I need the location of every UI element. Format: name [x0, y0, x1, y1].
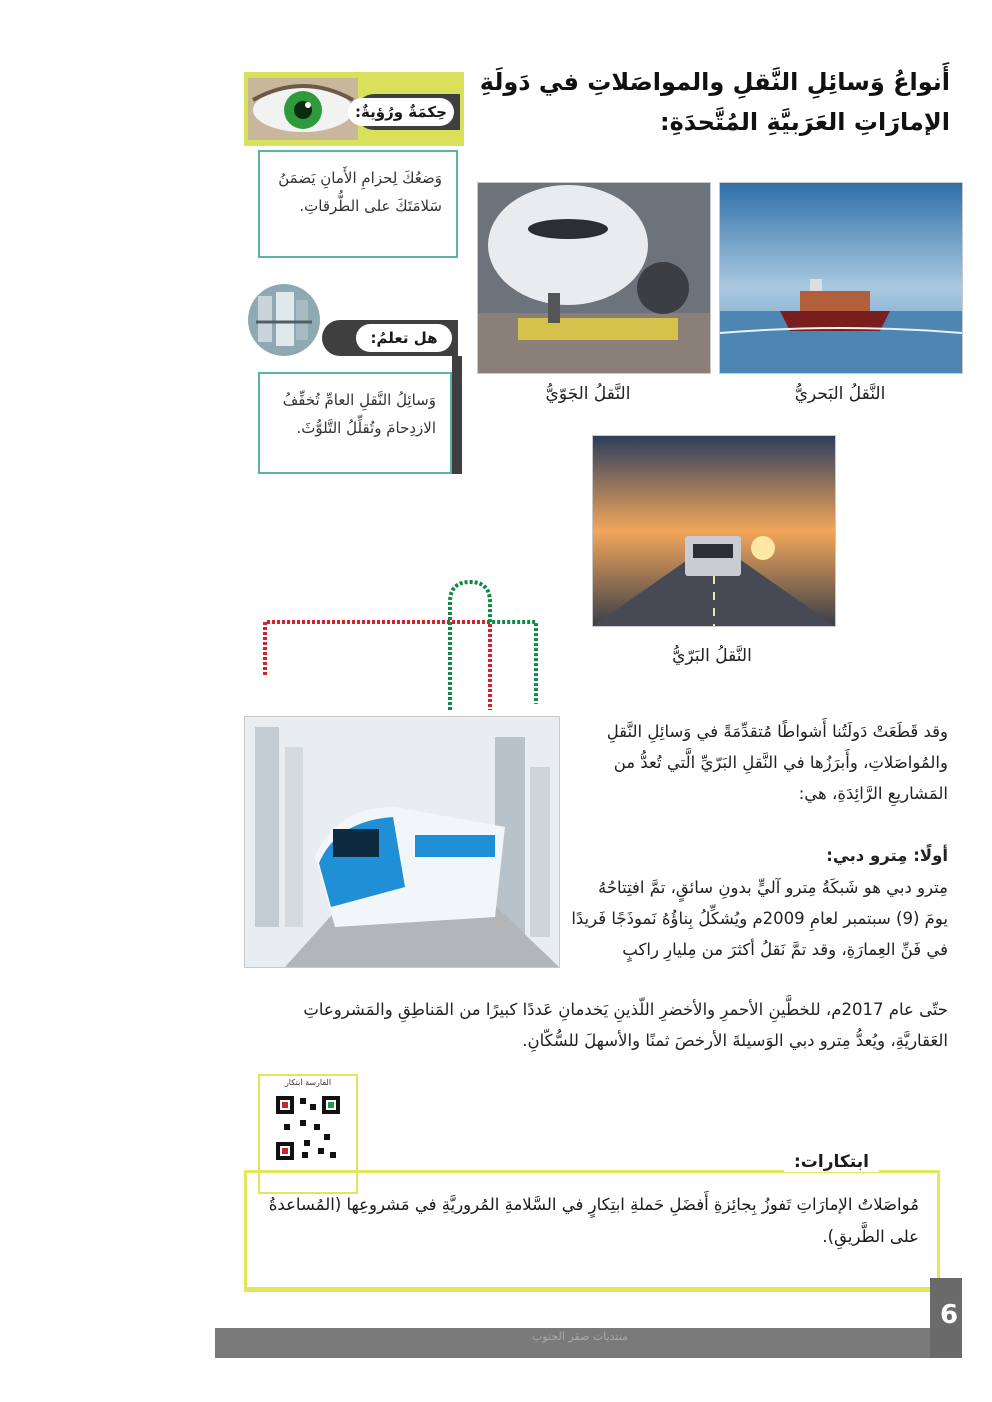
metro-text-part1: مِترو دبي هو شَبكَةُ مِترو آليٍّ بدونِ سائقٍ، تمَّ افتِتاحُهُ يومَ (9) سبتمبر لعامِ 2009م ويُشكِّلُ بِناؤُهُ نَموذَجًا فَريدًا في فَنِّ العِمارَةِ، وقد تمَّ نَقلُ أكثرَ من مِليارِ راكبٍ [571, 878, 948, 959]
qr-code-icon [274, 1094, 342, 1162]
metro-heading: أولًا: مِترو دبي: [826, 846, 948, 865]
innovation-text: مُواصَلاتُ الإمارَاتِ تَفوزُ بِجائِزةِ أَفضَلِ حَملةِ ابتِكارٍ في السَّلامةِ المُروريَّةِ في مَشروعِها (المُساعدةُ على الطَّريقِ). [268, 1195, 919, 1246]
intro-paragraph: وقد قَطَعَتْ دَولَتُنا أَشواطًا مُتقدِّمَةً في وَسائِلِ النَّقلِ والمُواصَلاتِ، وأَبرَزُها في النَّقلِ البَرّيِّ الَّتي تُعدُّ من المَشاريعِ الرَّائِدَةِ، هي: [606, 722, 948, 803]
air-transport-image [477, 182, 711, 374]
land-transport-image [592, 435, 836, 627]
wisdom-title: حِكمَةٌ ورُؤيةٌ: [348, 98, 454, 126]
page-number: 6 [940, 1300, 959, 1330]
didyouknow-box [244, 282, 464, 478]
sea-transport-caption: النَّقلُ البَحريُّ [794, 384, 886, 404]
wisdom-text: وَضعُكَ لِحزامِ الأَمانِ يَضمَنُ سَلامَتَكَ على الطُّرقاتِ. [258, 150, 458, 258]
air-transport-caption: النَّقلُ الجَوّيُّ [545, 384, 631, 404]
qr-label: الفارسة ابتكار [284, 1078, 332, 1087]
dubai-metro-image [244, 716, 560, 968]
land-transport-caption: النَّقلُ البَرّيُّ [672, 646, 752, 666]
innovation-box [244, 1170, 940, 1290]
wisdom-box [244, 72, 464, 262]
eye-icon [248, 78, 358, 140]
page-title: أَنواعُ وَسائِلِ النَّقلِ والمواصَلاتِ في دَولَةِ الإمارَاتِ العَرَبيَّةِ المُتَّحدَةِ: [479, 68, 950, 136]
didyouknow-title: هل تعلمُ: [356, 324, 452, 352]
innovation-box-bottom-accent [244, 1288, 940, 1292]
didyouknow-text: وَسائِلُ النَّقلِ العامِّ تُخفِّفُ الازدِحامَ وتُقلِّلُ التَّلوُّثَ. [258, 372, 452, 474]
innovation-title: ابتكارات: [784, 1152, 879, 1172]
train-interior-icon [246, 282, 322, 358]
metro-lines-graphic [260, 580, 550, 710]
metro-text-part2: حتّى عام 2017م، للخطَّينِ الأحمرِ والأخضرِ اللّذينِ يَخدمانِ عَددًا كبيرًا من المَناطِقِ والمَشروعاتِ العَقاريَّةِ، ويُعدُّ مِترو دبي الوَسيلةَ الأرخصَ ثمنًا والأسهلَ للسُّكّانِ. [303, 1000, 948, 1050]
footer-watermark: منتديات صقر الجنوب [532, 1330, 628, 1343]
sea-transport-image [719, 182, 963, 374]
